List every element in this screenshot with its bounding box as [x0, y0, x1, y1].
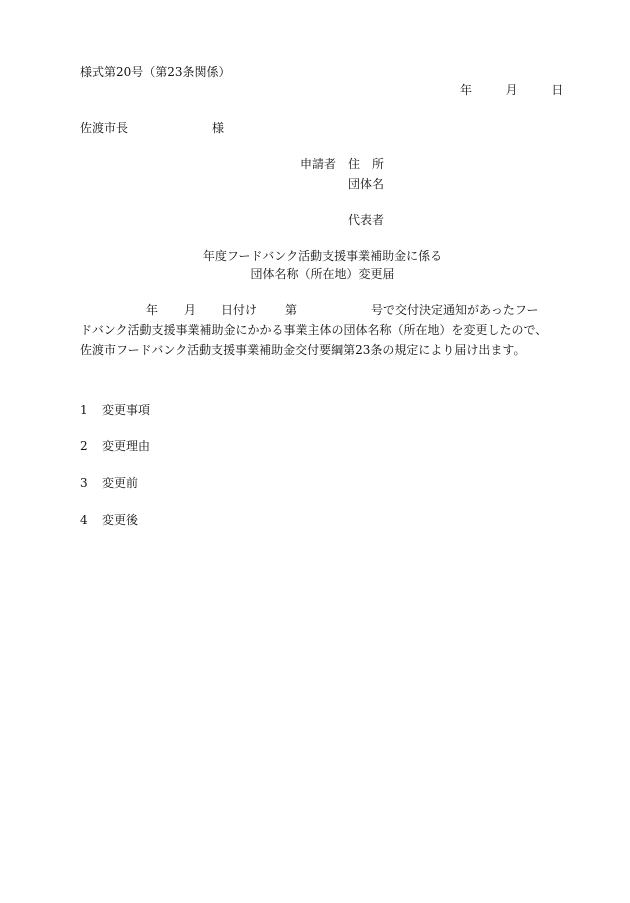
body-month-label: 月 [184, 303, 197, 317]
body-line2: ドバンク活動支援事業補助金にかかる事業主体の団体名称（所在地）を変更したので、 [80, 323, 548, 337]
list-item [80, 475, 138, 491]
list-item-number: 1 [80, 403, 88, 417]
list-item [80, 438, 150, 454]
date-line [460, 82, 563, 98]
applicant-address-label: 住 所 [348, 157, 385, 171]
body-number-prefix: 第 [285, 303, 298, 317]
document-title-line1: 年度フードバンク活動支援事業補助金に係る [202, 249, 443, 263]
body-line3: 佐渡市フードバンク活動支援事業補助金交付要綱第23条の規定により届け出ます。 [80, 343, 526, 357]
applicant-label: 申請者 [300, 157, 337, 171]
date-month-label: 月 [505, 83, 518, 97]
representative-label: 代表者 [348, 213, 385, 227]
addressee-honorific: 様 [212, 121, 225, 135]
date-day-label: 日 [551, 83, 564, 97]
addressee [80, 120, 225, 136]
list-item-number: 2 [80, 439, 88, 453]
list-item-label: 変更前 [102, 476, 139, 490]
form-number: 様式第20号（第23条関係） [80, 65, 231, 79]
date-year-label: 年 [460, 83, 473, 97]
list-item-label: 変更後 [102, 513, 139, 527]
body-year-label: 年 [146, 303, 159, 317]
document-title-line2: 団体名称（所在地）変更届 [250, 267, 395, 281]
group-name-label: 団体名 [348, 177, 385, 191]
list-item [80, 402, 150, 418]
list-item-number: 4 [80, 513, 88, 527]
list-item [80, 512, 138, 528]
list-item-label: 変更事項 [102, 403, 151, 417]
list-item-number: 3 [80, 476, 88, 490]
addressee-name: 佐渡市長 [80, 121, 129, 135]
body-line1-rest: 号で交付決定通知があったフー [371, 303, 539, 317]
body-dated-label: 日付け [221, 303, 258, 317]
list-item-label: 変更理由 [102, 439, 151, 453]
